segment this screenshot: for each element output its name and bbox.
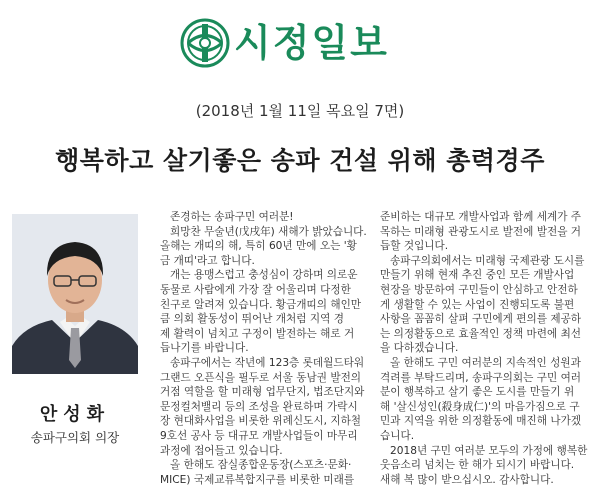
text-line: 게 생활할 수 있는 사업이 진행되도록 불편 (380, 298, 575, 311)
text-line: 올 한해도 구민 여러분의 지속적인 성원과 (390, 356, 581, 369)
text-line: 새해 복 많이 받으십시오. 감사합니다. (380, 473, 554, 486)
text-line: 큼 의회 활동성이 뛰어난 개처럼 지역 경 (160, 313, 344, 326)
text-line: 을 다하겠습니다. (380, 342, 459, 355)
text-line: 송파구의회에서는 미래형 국제관광 도시를 (390, 254, 585, 267)
article-column-2 (380, 210, 592, 487)
seoul-city-emblem-icon (180, 18, 230, 68)
dateline: (2018년 1월 11일 목요일 7면) (195, 102, 405, 120)
text-line: 거점 역할을 할 미래형 업무단지, 법조단지와 (160, 386, 365, 399)
text-line: 송파구에서는 작년에 123층 롯데월드타워 (170, 356, 365, 369)
text-line: 과정에 접어들고 있습니다. (160, 444, 283, 457)
text-line: 동물로 사람에게 가장 잘 어울리며 다정한 (160, 283, 351, 296)
text-line: 사항을 꼼꼼히 살펴 구민에게 편의를 제공하 (380, 313, 582, 326)
text-line: 금 개띠'라고 합니다. (160, 254, 255, 267)
text-line: 만들기 위해 현재 추진 중인 모든 개발사업 (380, 269, 575, 282)
article-headline: 행복하고 살기좋은 송파 건설 위해 총력경주 (55, 146, 545, 175)
portrait-image (12, 214, 138, 374)
masthead (0, 16, 600, 72)
article-column-1 (160, 210, 370, 487)
text-line: 웃음소리 넘치는 한 해가 되시기 바랍니다. (380, 459, 575, 472)
text-line: 듭할 것입니다. (380, 240, 449, 253)
text-line: 해 '살신성인(殺身成仁)'의 마음가짐으로 구 (380, 400, 580, 413)
text-line: 존경하는 송파구민 여러분! (170, 211, 294, 223)
text-line: 듭나기를 바랍니다. (160, 342, 249, 355)
author-name: 안성화 (39, 404, 111, 425)
text-line: 9호선 공사 등 대규모 개발사업들이 마무리 (160, 429, 358, 442)
text-line: 친구로 알려져 있습니다. 황금개띠의 해인만 (160, 298, 362, 311)
text-line: 제 활력이 넘치고 구정이 발전하는 해로 거 (160, 327, 355, 340)
text-line: 분이 행복하고 살기 좋은 도시를 만들기 위 (380, 386, 575, 399)
text-line: 목하는 미래형 관광도시로 발전에 발전을 거 (380, 225, 582, 238)
text-line: 격려를 부탁드리며, 송파구의회는 구민 여러 (380, 371, 582, 384)
text-line: 올해는 개띠의 해, 특히 60년 만에 오는 '황 (160, 240, 357, 253)
text-line: 올 한해도 잠실종합운동장(스포츠·문화· (170, 459, 352, 472)
text-line: 그랜드 오픈식을 필두로 서울 동남권 발전의 (160, 371, 362, 384)
text-line: 민과 지역을 위한 의정활동에 매진해 나가겠 (380, 415, 582, 428)
text-line: 2018년 구민 여러분 모두의 가정에 행복한 (390, 444, 588, 457)
text-line: 희망찬 무술년(戊戌年) 새해가 밝았습니다. (170, 225, 367, 238)
author-photo (12, 214, 138, 374)
text-line: MICE) 국제교류복합지구를 비롯한 미래를 (160, 473, 355, 486)
text-line: 개는 용맹스럽고 충성심이 강하며 의로운 (170, 269, 358, 282)
newspaper-name: 시정일보 (234, 21, 389, 65)
text-line: 준비하는 대규모 개발사업과 함께 세계가 주 (380, 211, 582, 223)
text-line: 습니다. (380, 429, 415, 442)
text-line: 장 현대화사업을 비롯한 위례신도시, 지하철 (160, 415, 362, 428)
text-line: 는 의정활동으로 효율적인 정책 마련에 최선 (380, 327, 582, 340)
text-line: 문정컬처밸리 등의 조성을 완료하며 가락시 (160, 400, 358, 413)
text-line: 현장을 방문하여 구민들이 안심하고 안전하 (380, 283, 578, 296)
author-title: 송파구의회 의장 (30, 430, 120, 445)
